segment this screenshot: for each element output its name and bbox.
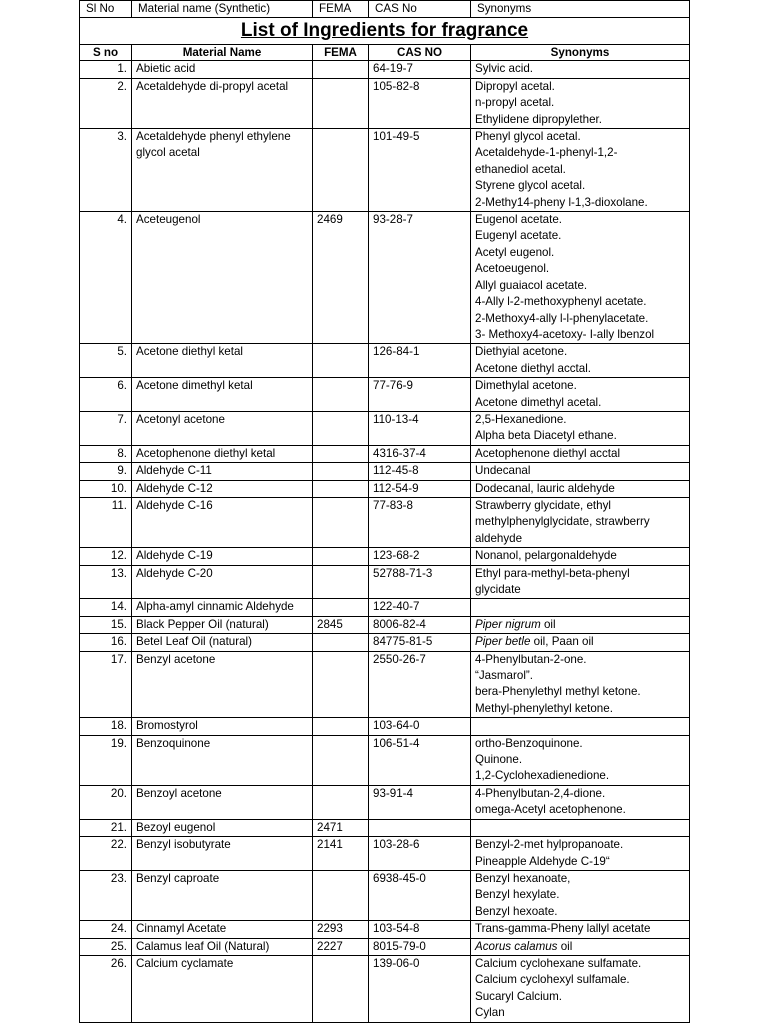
cas-number: 93-28-7 [369,212,471,344]
synonym-line [475,428,685,444]
synonym-text: Trans-gamma-Pheny lallyl acetate [475,922,651,936]
cas-number: 103-64-0 [369,718,471,735]
synonym-text: Phenyl glycol acetal. [475,130,581,144]
cas-number: 8015-79-0 [369,938,471,955]
material-name: Acetone diethyl ketal [132,344,313,378]
column-header-sno: S no [80,45,132,61]
synonyms-cell [471,411,690,445]
synonym-text: Pineapple Aldehyde C-19“ [475,854,610,868]
synonym-line [475,327,685,343]
top-header-fema: FEMA [313,1,369,18]
synonym-text: 3- Methoxy4-acetoxy- I-ally lbenzol [475,327,655,341]
synonym-line [475,261,685,277]
row-number: 5. [80,344,132,378]
cas-number: 8006-82-4 [369,616,471,633]
fema-number: 2141 [313,837,369,871]
synonym-text: Calcium cyclohexyl sulfamale. [475,973,630,987]
material-name: Benzoyl acetone [132,785,313,819]
synonyms-cell [471,463,690,480]
cas-number: 2550-26-7 [369,651,471,718]
synonyms-cell [471,78,690,128]
fema-number [313,735,369,785]
column-header-fema: FEMA [313,45,369,61]
synonym-text: 4-Ally l-2-methoxyphenyl acetate. [475,295,647,309]
fema-number: 2469 [313,212,369,344]
fema-number [313,718,369,735]
fema-number: 2471 [313,819,369,836]
synonym-text: glycidate [475,583,521,596]
synonym-text: “Jasmarol”. [475,669,533,683]
material-name: Calamus leaf Oil (Natural) [132,938,313,955]
material-name: Acetone dimethyl ketal [132,378,313,412]
cas-number: 77-76-9 [369,378,471,412]
synonym-line [475,178,685,194]
material-name: Bromostyrol [132,718,313,735]
row-number: 7. [80,411,132,445]
table-row [80,651,690,718]
synonym-line [475,129,685,145]
row-number: 25. [80,938,132,955]
synonym-text: Acetone diethyl acctal. [475,361,592,375]
synonym-line [475,736,685,752]
row-number: 17. [80,651,132,718]
material-name: Aldehyde C-11 [132,463,313,480]
synonym-text: oil [557,939,573,953]
table-row [80,129,690,212]
synonym-line [475,904,685,920]
row-number: 6. [80,378,132,412]
fema-number [313,480,369,497]
synonym-text: Eugenyl acetate. [475,229,562,243]
table-row [80,480,690,497]
column-header-synonyms: Synonyms [471,45,690,61]
synonyms-cell [471,212,690,344]
cas-number: 139-06-0 [369,955,471,1022]
table-row [80,463,690,480]
row-number: 21. [80,819,132,836]
synonym-text: Dipropyl acetal. [475,79,555,93]
row-number: 26. [80,955,132,1022]
table-row [80,819,690,836]
fema-number [313,497,369,547]
top-header-cas-no: CAS No [369,1,471,18]
fema-number [313,634,369,651]
synonyms-cell [471,837,690,871]
table-row [80,565,690,599]
material-name: Benzyl acetone [132,651,313,718]
synonym-line [475,481,685,497]
synonym-line [475,531,685,547]
synonym-line [475,145,685,161]
synonym-line [475,548,685,564]
synonym-line [475,61,685,77]
synonym-text: Undecanal [475,464,531,478]
material-name: Acetophenone diethyl ketal [132,445,313,462]
material-name: Benzoquinone [132,735,313,785]
fema-number [313,955,369,1022]
synonyms-cell [471,718,690,735]
table-row [80,61,690,78]
table-row [80,718,690,735]
synonym-line [475,668,685,684]
cas-number: 4316-37-4 [369,445,471,462]
synonym-line [475,582,685,598]
top-header-sl-no: Sl No [80,1,132,18]
material-name: Aldehyde C-19 [132,548,313,565]
row-number: 19. [80,735,132,785]
synonym-line [475,854,685,870]
material-name: Calcium cyclamate [132,955,313,1022]
cas-number: 112-54-9 [369,480,471,497]
synonyms-cell [471,548,690,565]
fema-number: 2845 [313,616,369,633]
synonym-text: 2-Methy14-pheny l-1,3-dioxolane. [475,195,648,209]
synonym-text: bera-Phenylethyl methyl ketone. [475,685,641,699]
row-number: 3. [80,129,132,212]
table-row [80,616,690,633]
synonym-text: Acetaldehyde-1-phenyl-1,2- [475,146,618,160]
synonym-text: n-propyl acetal. [475,96,555,110]
synonym-text: Benzyl hexoate. [475,904,558,918]
fema-number [313,599,369,616]
row-number: 8. [80,445,132,462]
cas-number: 123-68-2 [369,548,471,565]
synonym-text: Sylvic acid. [475,62,533,76]
synonyms-cell [471,785,690,819]
row-number: 22. [80,837,132,871]
synonym-line [475,162,685,178]
synonym-text: methylphenylglycidate, strawberry [475,515,650,529]
material-name: Acetaldehyde phenyl ethylene glycol acetal [132,129,313,212]
cas-number: 6938-45-0 [369,870,471,920]
synonym-text: Eugenol acetate. [475,213,563,227]
row-number: 4. [80,212,132,344]
synonym-text: Dimethylal acetone. [475,379,577,393]
synonyms-cell [471,61,690,78]
synonym-text: Acetoeugenol. [475,262,550,276]
fema-number [313,445,369,462]
synonym-line [475,278,685,294]
cas-number: 93-91-4 [369,785,471,819]
synonym-line [475,701,685,717]
synonyms-cell [471,819,690,836]
synonym-line [475,112,685,128]
cas-number [369,819,471,836]
synonym-text: oil, Paan oil [530,635,594,649]
fema-number [313,565,369,599]
table-row [80,938,690,955]
synonym-italic: Acorus calamus [475,939,558,953]
column-header-cas-no: CAS NO [369,45,471,61]
synonym-text: ethanediol acetal. [475,162,566,176]
table-row [80,837,690,871]
synonym-text: omega-Acetyl acetophenone. [475,803,626,817]
synonym-text: Calcium cyclohexane sulfamate. [475,956,642,970]
fema-number [313,651,369,718]
cas-number: 103-54-8 [369,921,471,938]
fema-number [313,870,369,920]
column-header-row [80,45,690,61]
synonym-line [475,514,685,530]
table-row [80,921,690,938]
fema-number [313,785,369,819]
synonym-italic: Piper nigrum [475,617,541,631]
synonym-line [475,837,685,853]
synonym-text: Cylan [475,1006,505,1020]
cas-number: 101-49-5 [369,129,471,212]
synonym-line [475,294,685,310]
synonym-text: 2,5-Hexanedione. [475,412,567,426]
row-number: 12. [80,548,132,565]
synonym-line [475,802,685,818]
top-header-row [80,1,690,18]
row-number: 18. [80,718,132,735]
synonym-line [475,378,685,394]
synonym-line [475,972,685,988]
synonym-line [475,412,685,428]
material-name: Cinnamyl Acetate [132,921,313,938]
table-row [80,78,690,128]
synonym-line [475,634,685,650]
synonym-line [475,212,685,228]
synonym-line [475,871,685,887]
synonym-line [475,887,685,903]
table-row [80,634,690,651]
synonym-text: oil [540,617,556,631]
synonym-text: 1,2-Cyclohexadienedione. [475,769,610,783]
material-name: Acetaldehyde di-propyl acetal [132,78,313,128]
material-name: Aldehyde C-16 [132,497,313,547]
synonym-line [475,786,685,802]
synonyms-cell [471,938,690,955]
material-name: Black Pepper Oil (natural) [132,616,313,633]
synonyms-cell [471,870,690,920]
cas-number: 112-45-8 [369,463,471,480]
synonyms-cell [471,955,690,1022]
title-row [80,18,690,45]
row-number: 9. [80,463,132,480]
table-body [80,1,690,1023]
material-name: Aldehyde C-12 [132,480,313,497]
cas-number: 105-82-8 [369,78,471,128]
cas-number: 126-84-1 [369,344,471,378]
synonym-text: Benzyl hexanoate, [475,871,571,885]
table-row [80,785,690,819]
synonym-line [475,652,685,668]
table-row [80,497,690,547]
fema-number [313,378,369,412]
synonym-line [475,617,685,633]
table-row [80,599,690,616]
synonym-line [475,498,685,514]
row-number: 1. [80,61,132,78]
synonym-line [475,463,685,479]
synonym-text: ortho-Benzoquinone. [475,736,583,750]
table-row [80,445,690,462]
top-header-synonyms: Synonyms [471,1,690,18]
material-name: Aldehyde C-20 [132,565,313,599]
synonym-text: Nonanol, pelargonaldehyde [475,549,617,563]
material-name: Betel Leaf Oil (natural) [132,634,313,651]
row-number: 10. [80,480,132,497]
table-row [80,212,690,344]
synonym-text: Quinone. [475,753,523,767]
synonym-text: Ethyl para-methyl-beta-phenyl [475,566,630,580]
synonym-line [475,1005,685,1021]
synonyms-cell [471,480,690,497]
synonym-text: Styrene glycol acetal. [475,179,586,193]
synonym-line [475,361,685,377]
synonym-text: Dodecanal, lauric aldehyde [475,481,615,495]
row-number: 15. [80,616,132,633]
table-row [80,870,690,920]
synonym-text: Alpha beta Diacetyl ethane. [475,429,617,443]
cas-number: 52788-71-3 [369,565,471,599]
table-row [80,955,690,1022]
synonym-line [475,939,685,955]
row-number: 2. [80,78,132,128]
synonym-line [475,79,685,95]
table-row [80,548,690,565]
synonym-line [475,921,685,937]
fema-number [313,411,369,445]
synonyms-cell [471,616,690,633]
material-name: Benzyl caproate [132,870,313,920]
material-name: Aceteugenol [132,212,313,344]
synonyms-cell [471,921,690,938]
row-number: 23. [80,870,132,920]
fema-number [313,463,369,480]
table-row [80,735,690,785]
row-number: 14. [80,599,132,616]
synonym-line [475,752,685,768]
synonym-line [475,344,685,360]
synonym-text: Ethylidene dipropylether. [475,112,602,126]
synonyms-cell [471,735,690,785]
synonyms-cell [471,497,690,547]
synonyms-cell [471,651,690,718]
fema-number: 2227 [313,938,369,955]
cas-number: 122-40-7 [369,599,471,616]
synonym-text: Acetyl eugenol. [475,245,555,259]
synonym-line [475,446,685,462]
synonym-text: Benzyl-2-met hylpropanoate. [475,838,624,852]
synonym-text: Benzyl hexylate. [475,888,560,902]
table-row [80,411,690,445]
synonym-line [475,684,685,700]
table-row [80,378,690,412]
fema-number [313,344,369,378]
cas-number: 106-51-4 [369,735,471,785]
synonym-text: Strawberry glycidate, ethyl [475,498,611,512]
synonym-text: 4-Phenylbutan-2-one. [475,652,587,666]
cas-number: 110-13-4 [369,411,471,445]
synonym-text: 2-Methoxy4-ally l-l-phenylacetate. [475,311,649,325]
synonym-line [475,245,685,261]
synonym-line [475,311,685,327]
synonym-italic: Piper betle [475,635,531,649]
fema-number [313,548,369,565]
cas-number: 103-28-6 [369,837,471,871]
material-name: Bezoyl eugenol [132,819,313,836]
cas-number: 64-19-7 [369,61,471,78]
synonym-text: 4-Phenylbutan-2,4-dione. [475,786,606,800]
row-number: 24. [80,921,132,938]
cas-number: 84775-81-5 [369,634,471,651]
synonym-text: Methyl-phenylethyl ketone. [475,701,613,715]
synonyms-cell [471,599,690,616]
material-name: Abietic acid [132,61,313,78]
synonyms-cell [471,565,690,599]
fema-number: 2293 [313,921,369,938]
synonym-text: Allyl guaiacol acetate. [475,278,588,292]
material-name: Alpha-amyl cinnamic Aldehyde [132,599,313,616]
top-header-material-name: Material name (Synthetic) [132,1,313,18]
synonym-line [475,768,685,784]
synonyms-cell [471,445,690,462]
synonym-line [475,566,685,582]
material-name: Benzyl isobutyrate [132,837,313,871]
synonyms-cell [471,129,690,212]
table-row [80,344,690,378]
synonym-line [475,395,685,411]
row-number: 13. [80,565,132,599]
synonyms-cell [471,378,690,412]
row-number: 11. [80,497,132,547]
column-header-material-name: Material Name [132,45,313,61]
synonyms-cell [471,634,690,651]
synonym-text: aldehyde [475,531,523,545]
synonym-text: Sucaryl Calcium. [475,989,562,1003]
row-number: 20. [80,785,132,819]
synonym-line [475,956,685,972]
synonym-line [475,989,685,1005]
synonym-line [475,228,685,244]
ingredients-table [79,0,690,1023]
synonym-line [475,95,685,111]
synonym-text: Diethyial acetone. [475,345,568,359]
cas-number: 77-83-8 [369,497,471,547]
material-name: Acetonyl acetone [132,411,313,445]
row-number: 16. [80,634,132,651]
fema-number [313,78,369,128]
synonym-text: Acetophenone diethyl acctal [475,446,621,460]
page-title: List of Ingredients for fragrance [80,18,690,45]
synonym-line [475,195,685,211]
fema-number [313,61,369,78]
synonym-text: Acetone dimethyl acetal. [475,395,602,409]
fema-number [313,129,369,212]
synonyms-cell [471,344,690,378]
